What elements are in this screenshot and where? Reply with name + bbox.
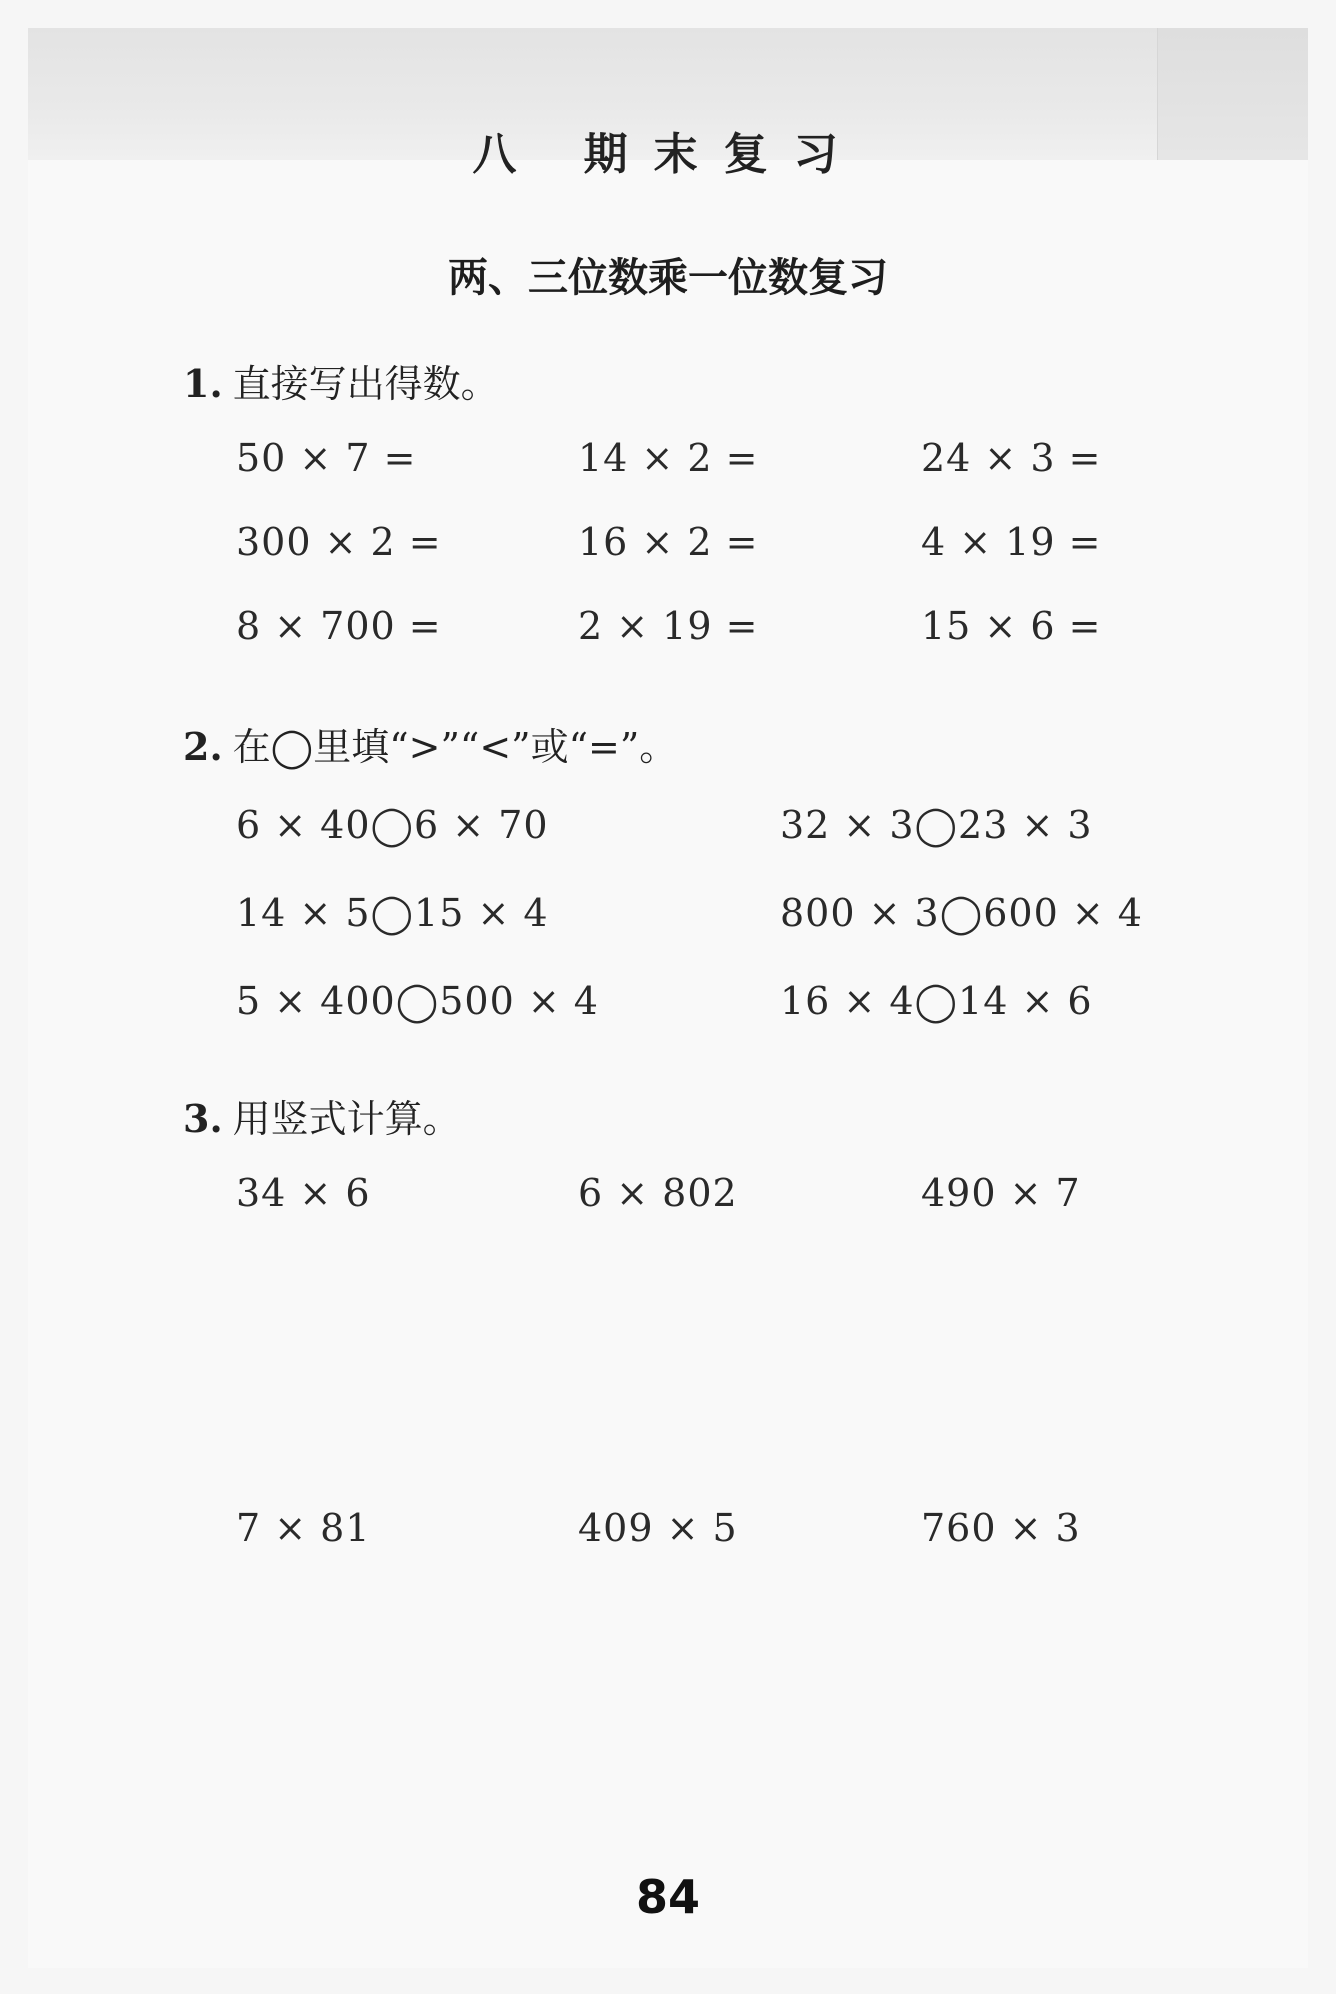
q2-row-2	[28, 891, 1308, 941]
q1-row-3	[28, 604, 1308, 654]
q1-expression: 15 × 6 =	[921, 604, 1102, 648]
q2-comparison: 5 × 400◯500 × 4	[236, 979, 599, 1023]
q1-expression: 24 × 3 =	[921, 436, 1102, 480]
question-2-title	[183, 716, 677, 771]
q1-expression: 300 × 2 =	[236, 520, 442, 564]
q3-expression: 7 × 81	[236, 1506, 371, 1550]
q2-comparison: 800 × 3◯600 × 4	[780, 891, 1143, 935]
q3-row-1	[28, 1171, 1308, 1221]
question-1-number: 1.	[183, 361, 223, 406]
question-1-title	[183, 353, 499, 408]
q2-comparison: 16 × 4◯14 × 6	[780, 979, 1093, 1023]
q1-expression: 2 × 19 =	[578, 604, 759, 648]
q3-expression: 34 × 6	[236, 1171, 371, 1215]
question-3-instruction: 用竖式计算。	[232, 1097, 461, 1141]
workbook-page	[28, 28, 1308, 1968]
q2-row-3	[28, 979, 1308, 1029]
q1-row-2	[28, 520, 1308, 570]
q1-expression: 16 × 2 =	[578, 520, 759, 564]
q3-expression: 409 × 5	[578, 1506, 738, 1550]
q2-comparison: 6 × 40◯6 × 70	[236, 803, 549, 847]
question-1-instruction: 直接写出得数。	[232, 362, 499, 406]
q1-expression: 8 × 700 =	[236, 604, 442, 648]
q2-comparison: 32 × 3◯23 × 3	[780, 803, 1093, 847]
chapter-title: 八 期末复习	[472, 129, 864, 180]
q1-expression: 14 × 2 =	[578, 436, 759, 480]
q1-expression: 50 × 7 =	[236, 436, 417, 480]
q3-row-2	[28, 1506, 1308, 1556]
q2-row-1	[28, 803, 1308, 853]
q1-row-1	[28, 436, 1308, 486]
q1-expression: 4 × 19 =	[921, 520, 1102, 564]
section-title: 两、三位数乘一位数复习	[448, 255, 888, 301]
question-3-number: 3.	[183, 1096, 223, 1141]
question-2-instruction: 在◯里填“>”“<”或“=”。	[232, 725, 678, 769]
question-2-number: 2.	[183, 724, 223, 769]
q3-expression: 6 × 802	[578, 1171, 738, 1215]
q3-expression: 760 × 3	[921, 1506, 1081, 1550]
question-3-title	[183, 1088, 461, 1143]
page-number: 84	[635, 1870, 700, 1924]
q2-comparison: 14 × 5◯15 × 4	[236, 891, 549, 935]
q3-expression: 490 × 7	[921, 1171, 1081, 1215]
